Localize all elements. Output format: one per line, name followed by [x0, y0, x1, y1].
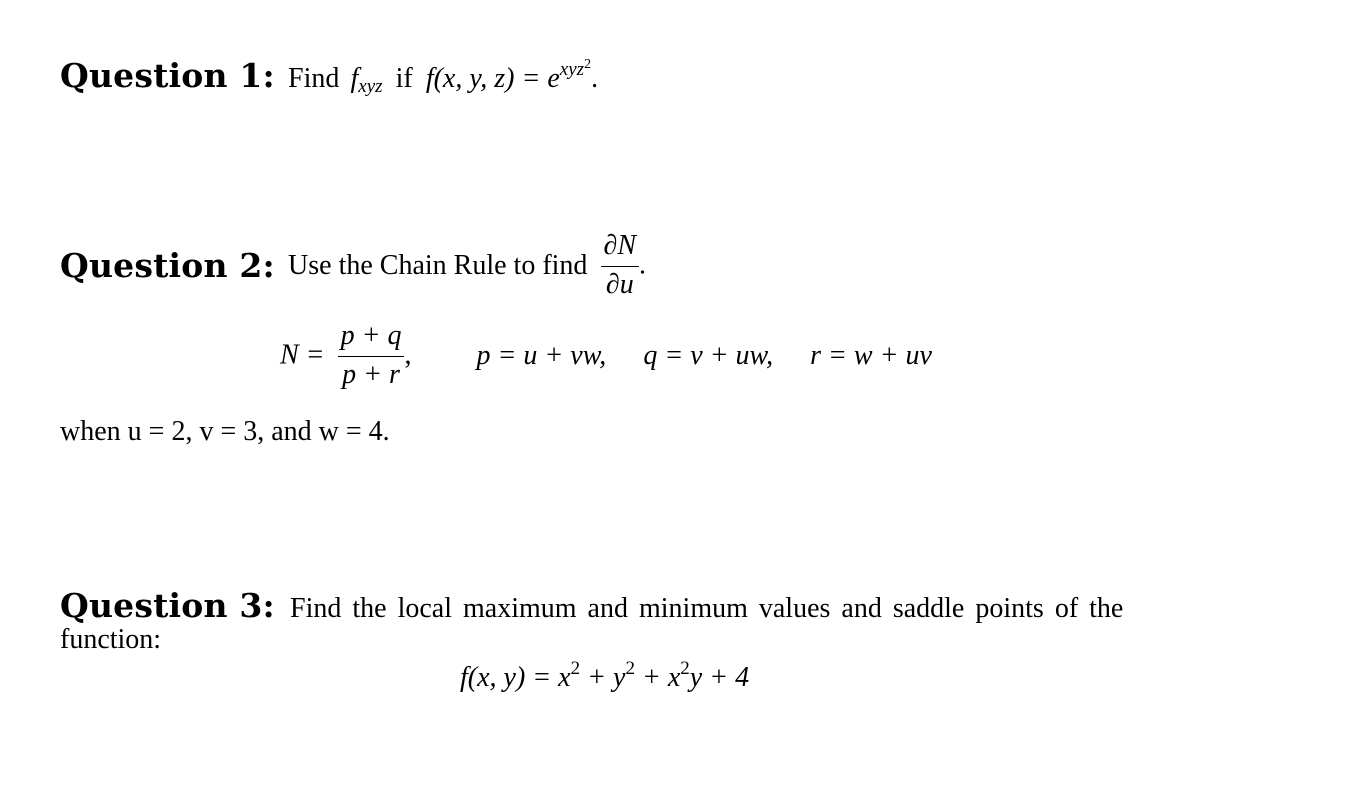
N-lhs: N =	[280, 339, 325, 371]
question-1	[60, 56, 598, 95]
question-2	[60, 232, 646, 299]
N-denominator: p + r	[342, 359, 400, 390]
partial-derivative-numerator: ∂N	[601, 232, 640, 267]
question-1-find-text: Find	[288, 63, 340, 94]
question-3	[60, 586, 1123, 625]
question-2-label: Question 2:	[60, 246, 275, 285]
N-fraction	[338, 322, 405, 389]
question-2-period: .	[639, 249, 647, 281]
question-2-text: Use the Chain Rule to find	[288, 249, 588, 281]
question-2-equations	[280, 322, 932, 389]
r-equation: r = w + uv	[810, 339, 932, 371]
question-3-text-line-2: function:	[60, 624, 162, 655]
question-3-label: Question 3:	[60, 586, 275, 625]
partial-derivative-denominator: ∂u	[605, 269, 634, 300]
q-equation: q = v + uw,	[643, 339, 774, 371]
partial-derivative-fraction	[601, 232, 640, 299]
p-equation: p = u + vw,	[476, 339, 607, 371]
question-1-label: Question 1:	[60, 56, 275, 95]
question-1-fxyz: $f_{xyz}$	[350, 63, 383, 97]
N-numerator: p + q	[338, 322, 405, 357]
question-3-text-line-1: Find the local maximum and minimum values and saddle points of the	[290, 593, 1124, 624]
question-1-function: f(x, y, $z) = e^{xyz^2}$.	[425, 57, 599, 94]
question-3-formula: f(x, $y) = x^2 + y^2 + x^2y + 4$	[460, 658, 750, 693]
question-2-conditions: when u = 2, v = 3, and w = 4.	[60, 416, 390, 447]
question-1-if-text: if	[395, 63, 413, 94]
N-comma: ,	[404, 339, 412, 371]
